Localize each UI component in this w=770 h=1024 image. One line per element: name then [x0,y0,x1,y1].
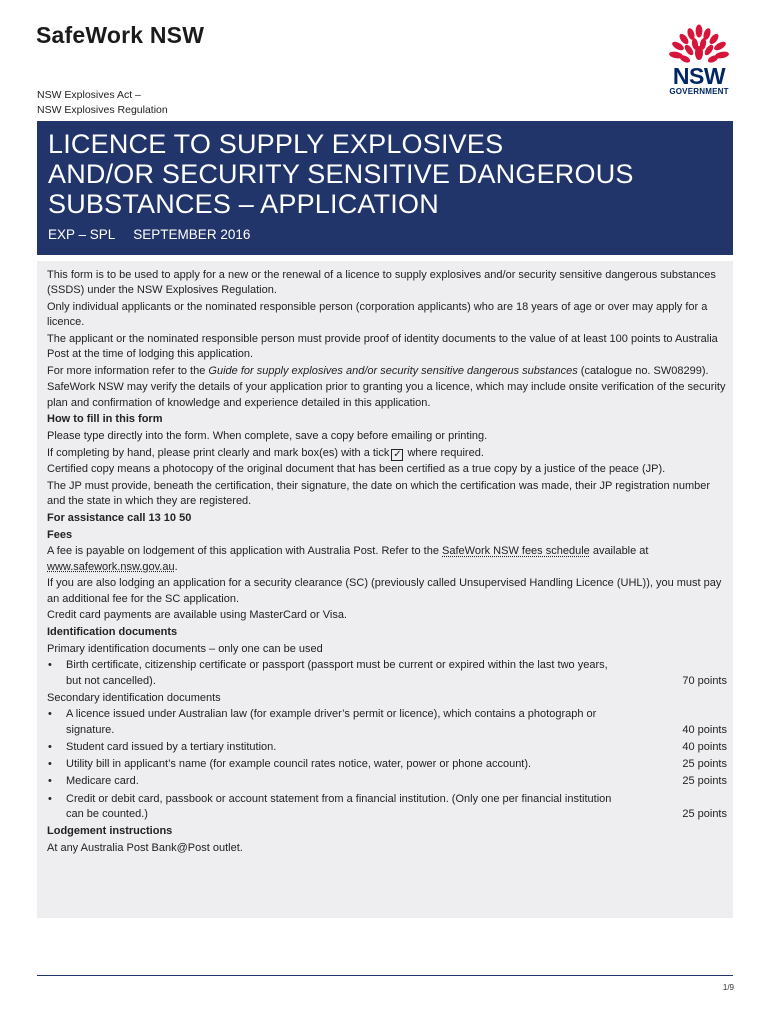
list-item-text: Medicare card. [66,775,139,788]
text-run: A fee is payable on lodgement of this application with Australia Post. Refer to the [47,545,443,558]
list-item [47,658,727,688]
guide-title: Guide for supply explosives and/or security sensitive dangerous substances [208,364,578,377]
how-paragraph: Please type directly into the form. When complete, save a copy before emailing or printing. [47,430,488,443]
list-item [47,757,727,772]
identification-heading: Identification documents [47,625,178,638]
points-value: 40 points [682,723,727,736]
text-run: . [174,560,178,573]
list-item [47,792,727,822]
logo-government-text: GOVERNMENT [669,87,729,96]
text-run: For more information refer to the [47,364,209,377]
list-item-text: Birth certificate, citizenship certificate or passport (passport must be current or expired within the last two years, but not cancelled). [66,659,608,687]
fees-schedule-link[interactable]: SafeWork NSW fees schedule [442,545,590,558]
title-banner [37,121,733,255]
fees-heading: Fees [47,528,73,541]
title-line: AND/OR SECURITY SENSITIVE DANGEROUS [48,159,634,189]
points-value: 25 points [682,807,727,820]
list-item [47,774,727,789]
form-code-date [48,227,250,242]
lodgement-heading: Lodgement instructions [47,824,173,837]
intro-paragraph: SafeWork NSW may verify the details of your application prior to granting you a licence, which may include onsite verification of the security plan and confirmation of knowledge and experience detailed in this application. [47,381,726,409]
how-paragraph: Certified copy means a photocopy of the original document that has been certified as a true copy by a justice of the peace (JP). [47,463,666,476]
text-run: (catalogue no. SW08299). [577,364,709,377]
points-value: 70 points [682,674,727,687]
intro-paragraph: The applicant or the nominated responsible person must provide proof of identity documents to the value of at least 100 points to Australia Post at the time of lodging this application. [47,332,718,361]
intro-paragraph [47,364,727,379]
text-run: where required. [407,446,484,459]
secondary-id-heading: Secondary identification documents [47,691,221,704]
waratah-icon [662,22,736,66]
list-item [47,707,727,737]
tick-box-icon: ✓ [393,448,402,460]
list-item [47,740,727,755]
points-value: 25 points [682,775,727,788]
intro-paragraph: This form is to be used to apply for a new or the renewal of a licence to supply explosives and/or security sensitive dangerous substances (SSDS) under the NSW Explosives Regulation. [47,269,716,297]
act-line: NSW Explosives Act – [37,89,141,101]
lodgement-paragraph: At any Australia Post Bank@Post outlet. [47,841,243,854]
list-item-text: Credit or debit card, passbook or account statement from a financial institution. (Only one per financial institution can be counted.) [66,792,612,820]
title-line: SUBSTANCES – APPLICATION [48,189,439,219]
form-title [48,129,718,219]
primary-id-heading: Primary identification documents – only one can be used [47,642,323,655]
list-item-text: Utility bill in applicant’s name (for example council rates notice, water, power or phone account). [66,758,532,771]
points-value: 25 points [682,758,727,771]
regulation-line: NSW Explosives Regulation [37,104,168,116]
fees-paragraph: Credit card payments are available using MasterCard or Visa. [47,609,347,622]
title-line: LICENCE TO SUPPLY EXPLOSIVES [48,129,504,159]
footer-divider [37,975,733,976]
list-item-text: A licence issued under Australian law (for example driver’s permit or licence), which contains a photograph or signature. [66,708,597,736]
bullet: • [48,792,52,805]
bullet: • [48,775,52,788]
form-code: EXP – SPL [48,227,116,242]
logo-nsw-text: NSW [672,63,726,89]
instructions-panel [37,261,733,918]
how-to-heading: How to fill in this form [47,413,163,426]
how-paragraph: The JP must provide, beneath the certification, their signature, the date on which the certification was made, their JP registration number and the state in which they are registered. [47,480,711,508]
legislation-reference [37,88,168,118]
form-date: SEPTEMBER 2016 [133,227,251,242]
points-value: 40 points [682,740,727,753]
list-item-text: Student card issued by a tertiary institution. [66,740,277,753]
page-number: 1/9 [722,983,734,992]
bullet: • [48,758,52,771]
nsw-government-logo [662,22,736,100]
safework-website-link[interactable]: www.safework.nsw.gov.au [47,560,175,573]
instructions-content [47,268,727,857]
assistance-heading: For assistance call 13 10 50 [47,512,192,525]
text-run: available at [589,545,649,558]
brand-title: SafeWork NSW [36,22,205,48]
bullet: • [48,708,52,721]
fees-paragraph [47,544,727,574]
fees-paragraph: If you are also lodging an application for a security clearance (SC) (previously called Unsupervised Handling Licence (UHL)), you must pay an additional fee for the SC application. [47,577,722,605]
bullet: • [48,740,52,753]
text-run: If completing by hand, please print clearly and mark box(es) with a tick [47,446,390,459]
bullet: • [48,659,52,672]
intro-paragraph: Only individual applicants or the nominated responsible person (corporation applicants) who are 18 years of age or over may apply for a licence. [47,300,708,329]
how-paragraph [47,446,727,461]
